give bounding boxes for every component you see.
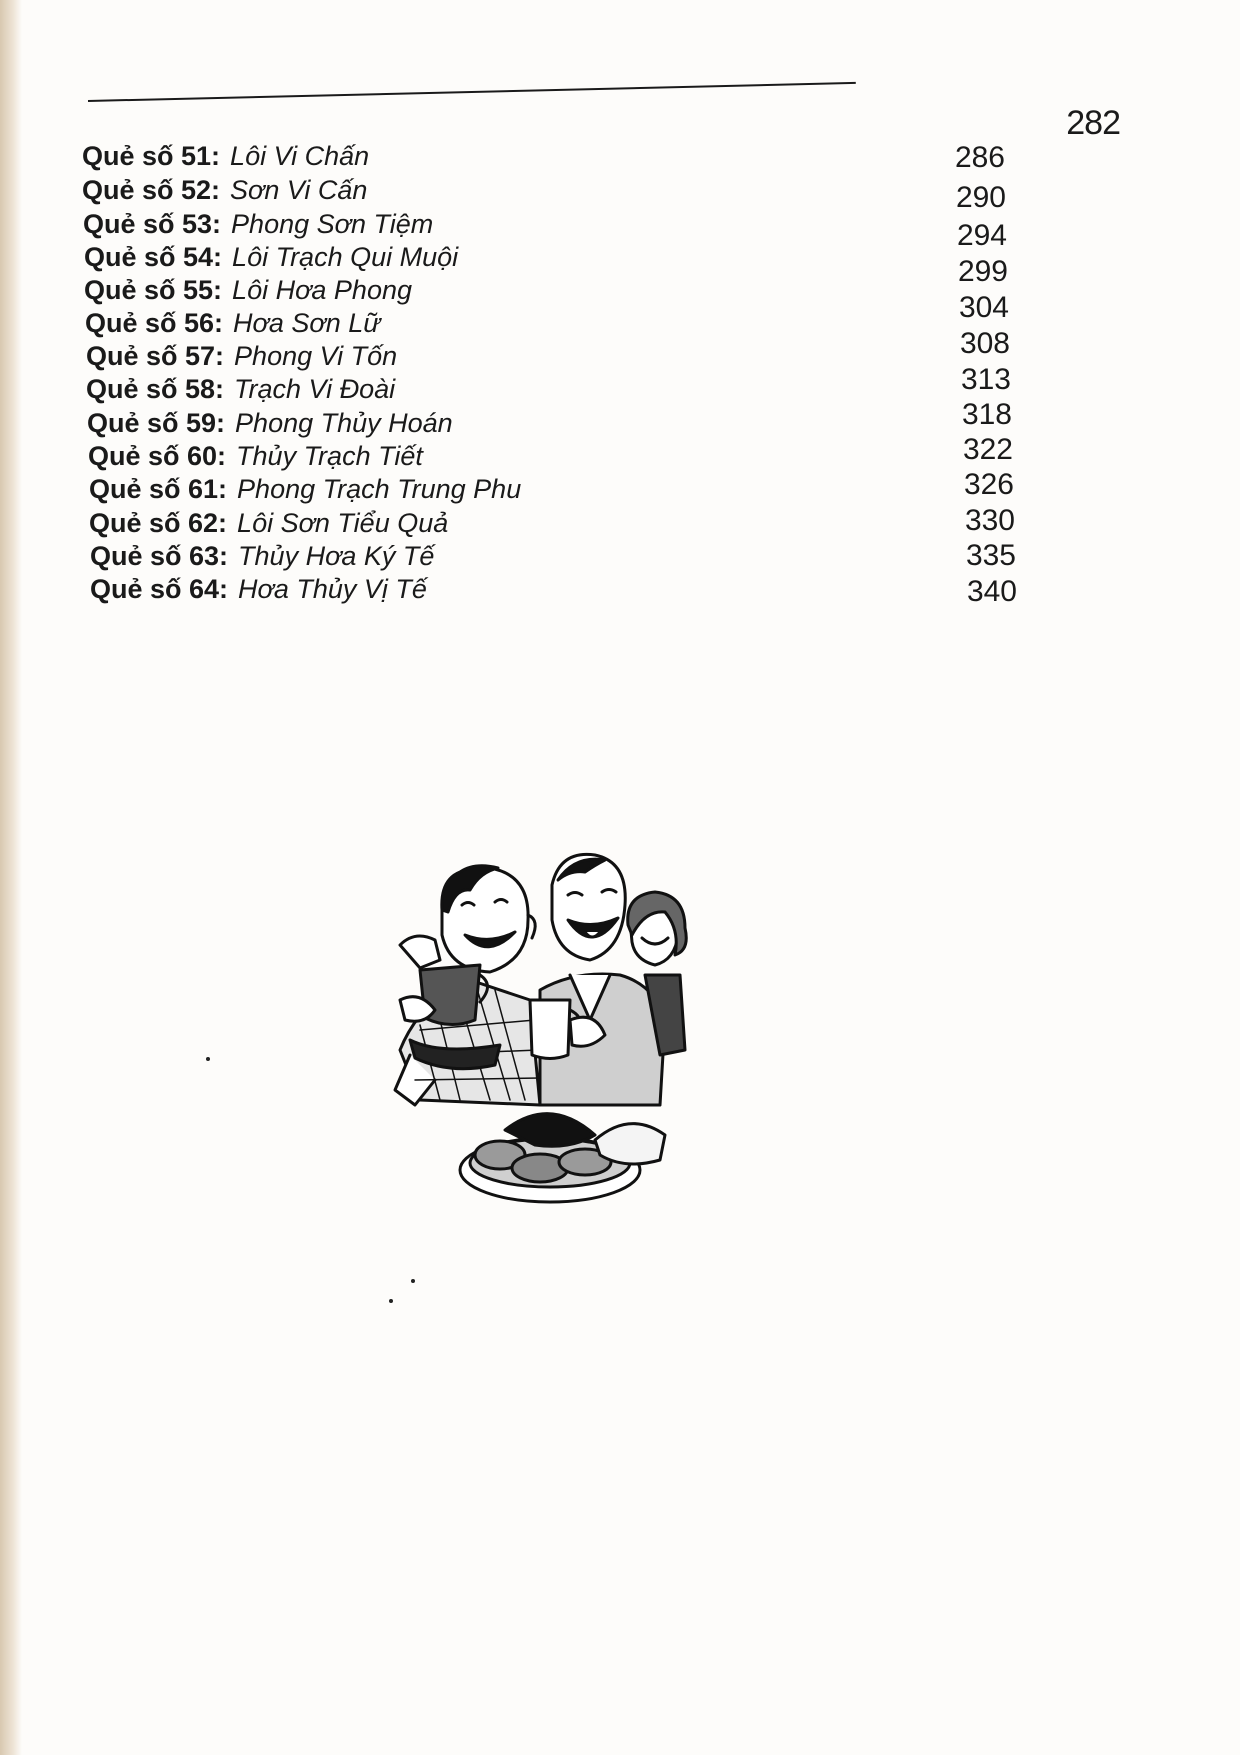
toc-entry-title: Trạch Vi Đoài (234, 374, 396, 404)
toc-entry-title: Phong Thủy Hoán (235, 408, 453, 438)
toc-entry-page: 335 (965, 539, 1016, 572)
toc-entry (83, 206, 433, 242)
toc-entry-title: Thủy Hơa Ký Tế (238, 541, 435, 571)
toc-entry-label: Quẻ số 62: (89, 508, 228, 538)
toc-entry-page: 304 (958, 291, 1009, 324)
toc-entry (85, 305, 380, 341)
toc-entry-title: Hơa Thủy Vị Tế (238, 574, 427, 604)
toc-entry-page: 299 (957, 255, 1008, 288)
toc-entry-page: 322 (962, 433, 1013, 466)
toc-entry-page: 313 (960, 363, 1011, 396)
toc-entry-title: Phong Vi Tốn (234, 341, 398, 371)
toc-entry-page: 326 (963, 468, 1014, 501)
toc-entry-label: Quẻ số 54: (84, 242, 223, 272)
toc-entry-label: Quẻ số 57: (86, 341, 225, 371)
toc-entry (88, 438, 423, 474)
toc-entry-page: 340 (966, 575, 1017, 608)
toc-entry-label: Quẻ số 52: (82, 175, 221, 205)
toc-entry-label: Quẻ số 64: (90, 574, 229, 604)
toc-entry (90, 571, 427, 607)
toc-entry (86, 371, 395, 407)
ink-speck (389, 1299, 393, 1303)
toc-entry (84, 239, 458, 275)
toc-entry-page: 318 (961, 398, 1012, 431)
toc-entry-title: Lôi Vi Chấn (230, 141, 370, 171)
toc-entry-title: Hơa Sơn Lữ (233, 308, 381, 338)
toc-entry (89, 471, 521, 507)
toc-entry (87, 405, 453, 441)
toc-entry (89, 505, 448, 541)
toc-entry-title: Lôi Sơn Tiểu Quả (237, 508, 449, 538)
toc-entry-page: 308 (959, 327, 1010, 360)
toc-entry (82, 172, 367, 208)
toc-entry-label: Quẻ số 61: (89, 474, 228, 504)
toc-entry-page: 294 (956, 219, 1007, 252)
toc-entry-label: Quẻ số 59: (87, 408, 226, 438)
toc-entry-label: Quẻ số 63: (90, 541, 229, 571)
toc-entry-label: Quẻ số 56: (85, 308, 224, 338)
toc-entry-label: Quẻ số 51: (82, 141, 221, 171)
toc-entry-label: Quẻ số 58: (86, 374, 225, 404)
toc-entry-title: Phong Trạch Trung Phu (237, 474, 522, 504)
ink-speck (206, 1057, 210, 1061)
toc-entry (82, 138, 369, 174)
toc-entry-title: Thủy Trạch Tiết (236, 441, 423, 471)
toc-entry (86, 338, 397, 374)
toc-entry-page: 286 (954, 141, 1005, 174)
header-page-number: 282 (1066, 104, 1120, 142)
toc-entry-title: Lôi Hơa Phong (232, 275, 412, 305)
toc-entry-page: 330 (964, 504, 1015, 537)
toc-entry-label: Quẻ số 53: (83, 209, 222, 239)
toc-entry (90, 538, 434, 574)
cartoon-people-coffee-icon (380, 850, 750, 1210)
toc-entry-title: Phong Sơn Tiệm (231, 209, 434, 239)
toc-entry-label: Quẻ số 55: (84, 275, 223, 305)
toc-entry (84, 272, 412, 308)
toc-entry-label: Quẻ số 60: (88, 441, 227, 471)
toc-entry-title: Lôi Trạch Qui Muội (232, 242, 459, 272)
toc-entry-page: 290 (955, 181, 1006, 214)
table-of-contents (0, 0, 1240, 700)
toc-entry-title: Sơn Vi Cấn (230, 175, 368, 205)
ink-speck (411, 1279, 415, 1283)
